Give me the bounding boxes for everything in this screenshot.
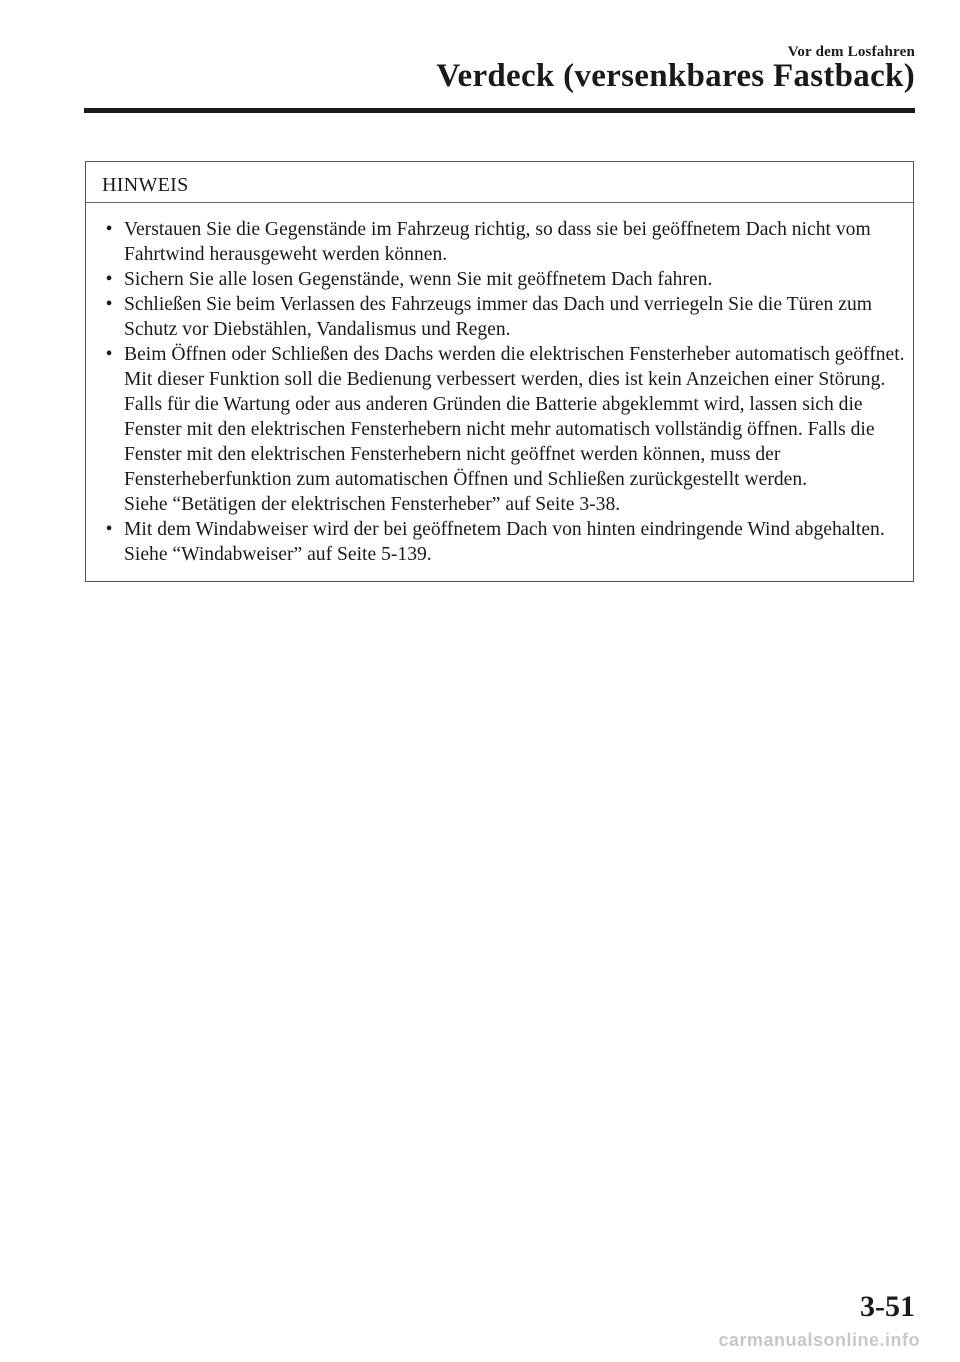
section-label: Vor dem Losfahren [787, 44, 915, 60]
note-item [86, 342, 913, 517]
bullet-icon: • [105, 294, 113, 315]
note-box [85, 161, 914, 582]
cross-reference: Siehe “Betätigen der elektrischen Fensterheber” auf Seite 3-38. [124, 494, 621, 515]
cross-reference: Siehe “Windabweiser” auf Seite 5-139. [124, 544, 432, 565]
bullet-icon: • [105, 269, 113, 290]
note-item [86, 217, 913, 267]
note-text: Verstauen Sie die Gegenstände im Fahrzeug richtig, so dass sie bei geöffnetem Dach nicht vom Fahrtwind herausgeweht werden können. [124, 219, 871, 265]
note-text: Mit dem Windabweiser wird der bei geöffnetem Dach von hinten eindringende Wind abgehalten. [124, 519, 885, 540]
page-number: 3-51 [860, 1290, 915, 1323]
watermark: carmanualsonline.info [718, 1330, 920, 1350]
note-heading: HINWEIS [86, 162, 913, 203]
note-item [86, 292, 913, 342]
bullet-icon: • [105, 219, 113, 240]
note-item [86, 517, 913, 567]
bullet-icon: • [105, 519, 113, 540]
note-item [86, 267, 913, 292]
page-title: Verdeck (versenkbares Fastback) [436, 58, 915, 94]
bullet-icon: • [105, 344, 113, 365]
note-text: Schließen Sie beim Verlassen des Fahrzeugs immer das Dach und verriegeln Sie die Türen zum Schutz vor Diebstählen, Vandalismus und Regen. [124, 294, 872, 340]
header-divider [84, 108, 915, 113]
note-list [86, 203, 913, 567]
note-text: Falls für die Wartung oder aus anderen Gründen die Batterie abgeklemmt wird, lassen sich die Fenster mit den elektrischen Fensterhebern nicht mehr automatisch vollständig öffnen. Falls die Fenster mit den elektrischen Fensterhebern nicht geöffnet werden können, muss der Fensterheberfunktion zum automatischen Öffnen und Schließen zurückgestellt werden. [124, 394, 875, 490]
note-text: Beim Öffnen oder Schließen des Dachs werden die elektrischen Fensterheber automatisch geöffnet. Mit dieser Funktion soll die Bedienung verbessert werden, dies ist kein Anzeichen einer Störung. [124, 344, 905, 390]
note-text: Sichern Sie alle losen Gegenstände, wenn Sie mit geöffnetem Dach fahren. [124, 269, 713, 290]
